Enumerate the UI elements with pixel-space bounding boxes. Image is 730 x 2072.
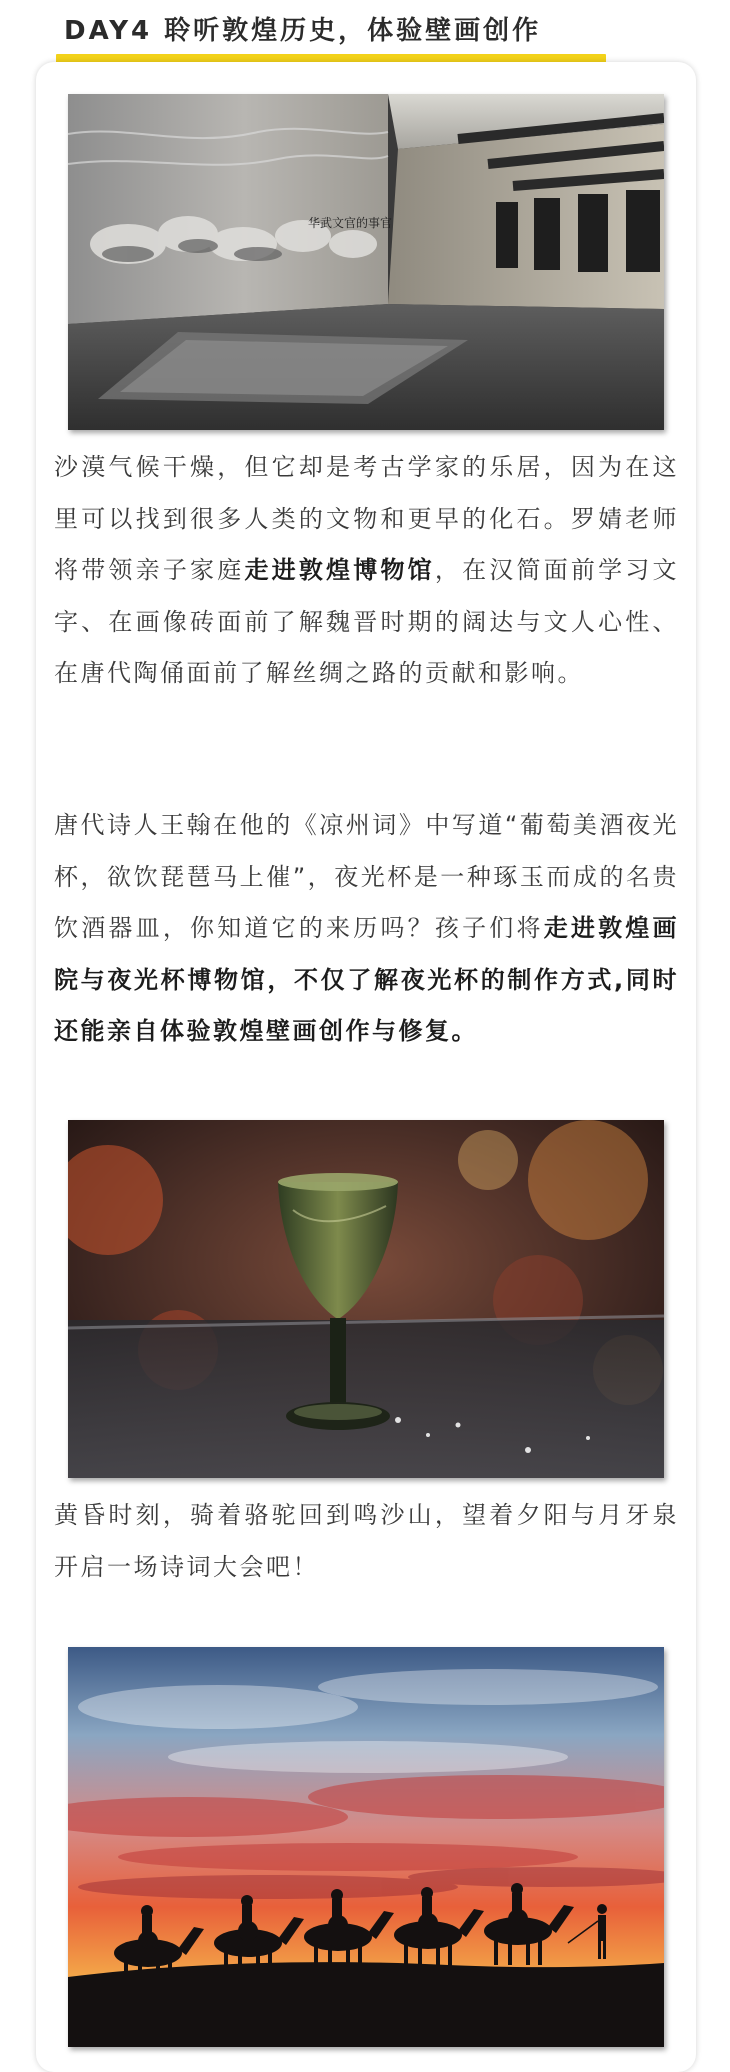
section-title: DAY4 聆听敦煌历史，体验壁画创作 xyxy=(64,16,542,46)
section-header xyxy=(56,0,606,64)
museum-hall-photo xyxy=(68,94,664,430)
luminous-cup-photo xyxy=(68,1120,664,1478)
paragraph-sunset-poetry: 黄昏时刻，骑着骆驼回到鸣沙山，望着夕阳与月牙泉开启一场诗词大会吧！ xyxy=(54,1501,679,1581)
paragraph-luminous-cup: 唐代诗人王翰在他的《凉州词》中写道“葡萄美酒夜光杯，欲饮琵琶马上催”，夜光杯是一种琢玉而成的名贵饮酒器皿，你知道它的来历吗？孩子们将走进敦煌画院与夜光杯博物馆，不仅了解夜光杯的制作方式,同时还能亲自体验敦煌壁画创作与修复。 xyxy=(54,811,680,1045)
camel-caravan-photo xyxy=(68,1647,664,2047)
bold-museum-visit: 走进敦煌博物馆 xyxy=(244,556,435,584)
relief-wall-inscription: 华武文官的事官 xyxy=(308,216,393,230)
paragraph-museum: 沙漠气候干燥，但它却是考古学家的乐居，因为在这里可以找到很多人类的文物和更早的化石。罗婧老师将带领亲子家庭走进敦煌博物馆，在汉简面前学习文字、在画像砖面前了解魏晋时期的阔达与文人心性、在唐代陶俑面前了解丝绸之路的贡献和影响。 xyxy=(54,453,680,687)
content-card xyxy=(36,62,696,2072)
bold-academy-visit: 走进敦煌画院与夜光杯博物馆，不仅了解夜光杯的制作方式,同时还能亲自体验敦煌壁画创作与修复。 xyxy=(54,914,680,1045)
